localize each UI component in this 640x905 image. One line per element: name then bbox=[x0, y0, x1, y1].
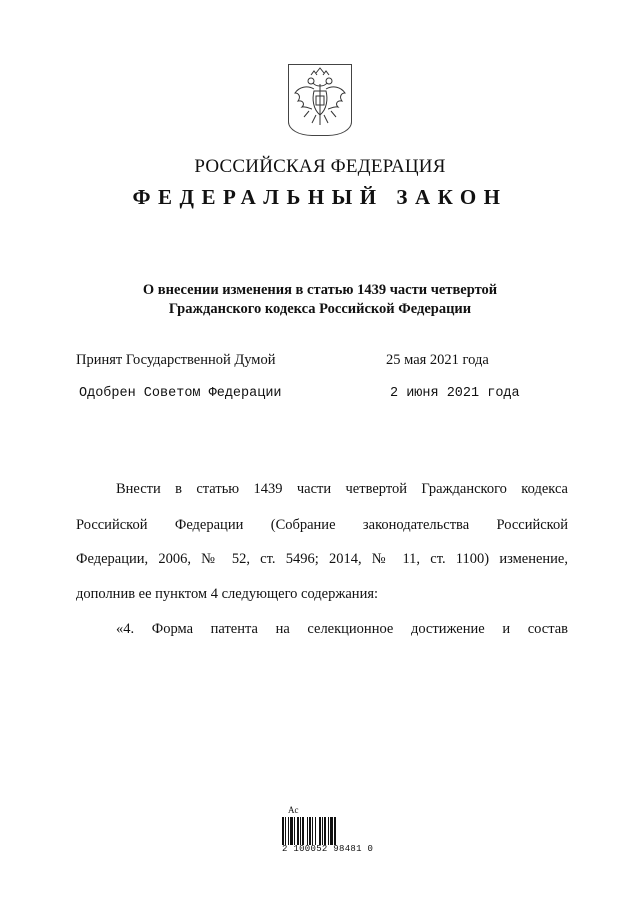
state-emblem bbox=[288, 64, 352, 136]
country-heading: РОССИЙСКАЯ ФЕДЕРАЦИЯ bbox=[194, 156, 446, 177]
barcode-bar bbox=[288, 817, 289, 845]
barcode-bar bbox=[285, 817, 286, 845]
barcode-bar bbox=[315, 817, 316, 845]
duma-adoption-date: 25 мая 2021 года bbox=[386, 352, 489, 368]
barcode-bar bbox=[334, 817, 336, 845]
body-text-line: Российской Федерации (Собрание законодательства Российской bbox=[76, 517, 568, 533]
law-subject-line: О внесении изменения в статью 1439 части четвертой bbox=[142, 282, 498, 298]
body-text-line: «4. Форма патента на селекционное достижение и состав bbox=[116, 621, 568, 637]
barcode-bar bbox=[294, 817, 295, 845]
barcode-bar bbox=[324, 817, 326, 845]
body-text-line: Внести в статью 1439 части четвертой Гражданского кодекса bbox=[116, 481, 568, 497]
barcode-bar bbox=[322, 817, 323, 845]
body-text-line: дополнив ее пунктом 4 следующего содержания: bbox=[76, 586, 379, 602]
law-subject-line: Гражданского кодекса Российской Федерации bbox=[168, 301, 472, 317]
duma-adoption-label: Принят Государственной Думой bbox=[76, 352, 276, 368]
barcode-bar bbox=[300, 817, 301, 845]
barcode-bar bbox=[328, 817, 329, 845]
barcode-bar bbox=[319, 817, 321, 845]
barcode-bar bbox=[330, 817, 333, 845]
barcode-bar bbox=[312, 817, 313, 845]
barcode-bar bbox=[290, 817, 293, 845]
barcode-number: 2 100052 98481 0 bbox=[282, 844, 374, 854]
council-approval-label: Одобрен Советом Федерации bbox=[79, 386, 282, 401]
double-headed-eagle-icon bbox=[289, 65, 351, 135]
barcode-bar bbox=[297, 817, 299, 845]
law-subject bbox=[0, 281, 640, 319]
body-text-line: Федерации, 2006, № 52, ст. 5496; 2014, № 11, ст. 1100) изменение, bbox=[76, 551, 568, 567]
document-type-heading: ФЕДЕРАЛЬНЫЙ ЗАКОН bbox=[132, 185, 508, 209]
barcode bbox=[282, 817, 356, 845]
barcode-bar bbox=[307, 817, 308, 845]
barcode-bar bbox=[302, 817, 304, 845]
council-approval-date: 2 июня 2021 года bbox=[390, 386, 520, 401]
barcode-mark: Ac bbox=[288, 805, 299, 815]
barcode-bar bbox=[282, 817, 284, 845]
barcode-bar bbox=[309, 817, 311, 845]
